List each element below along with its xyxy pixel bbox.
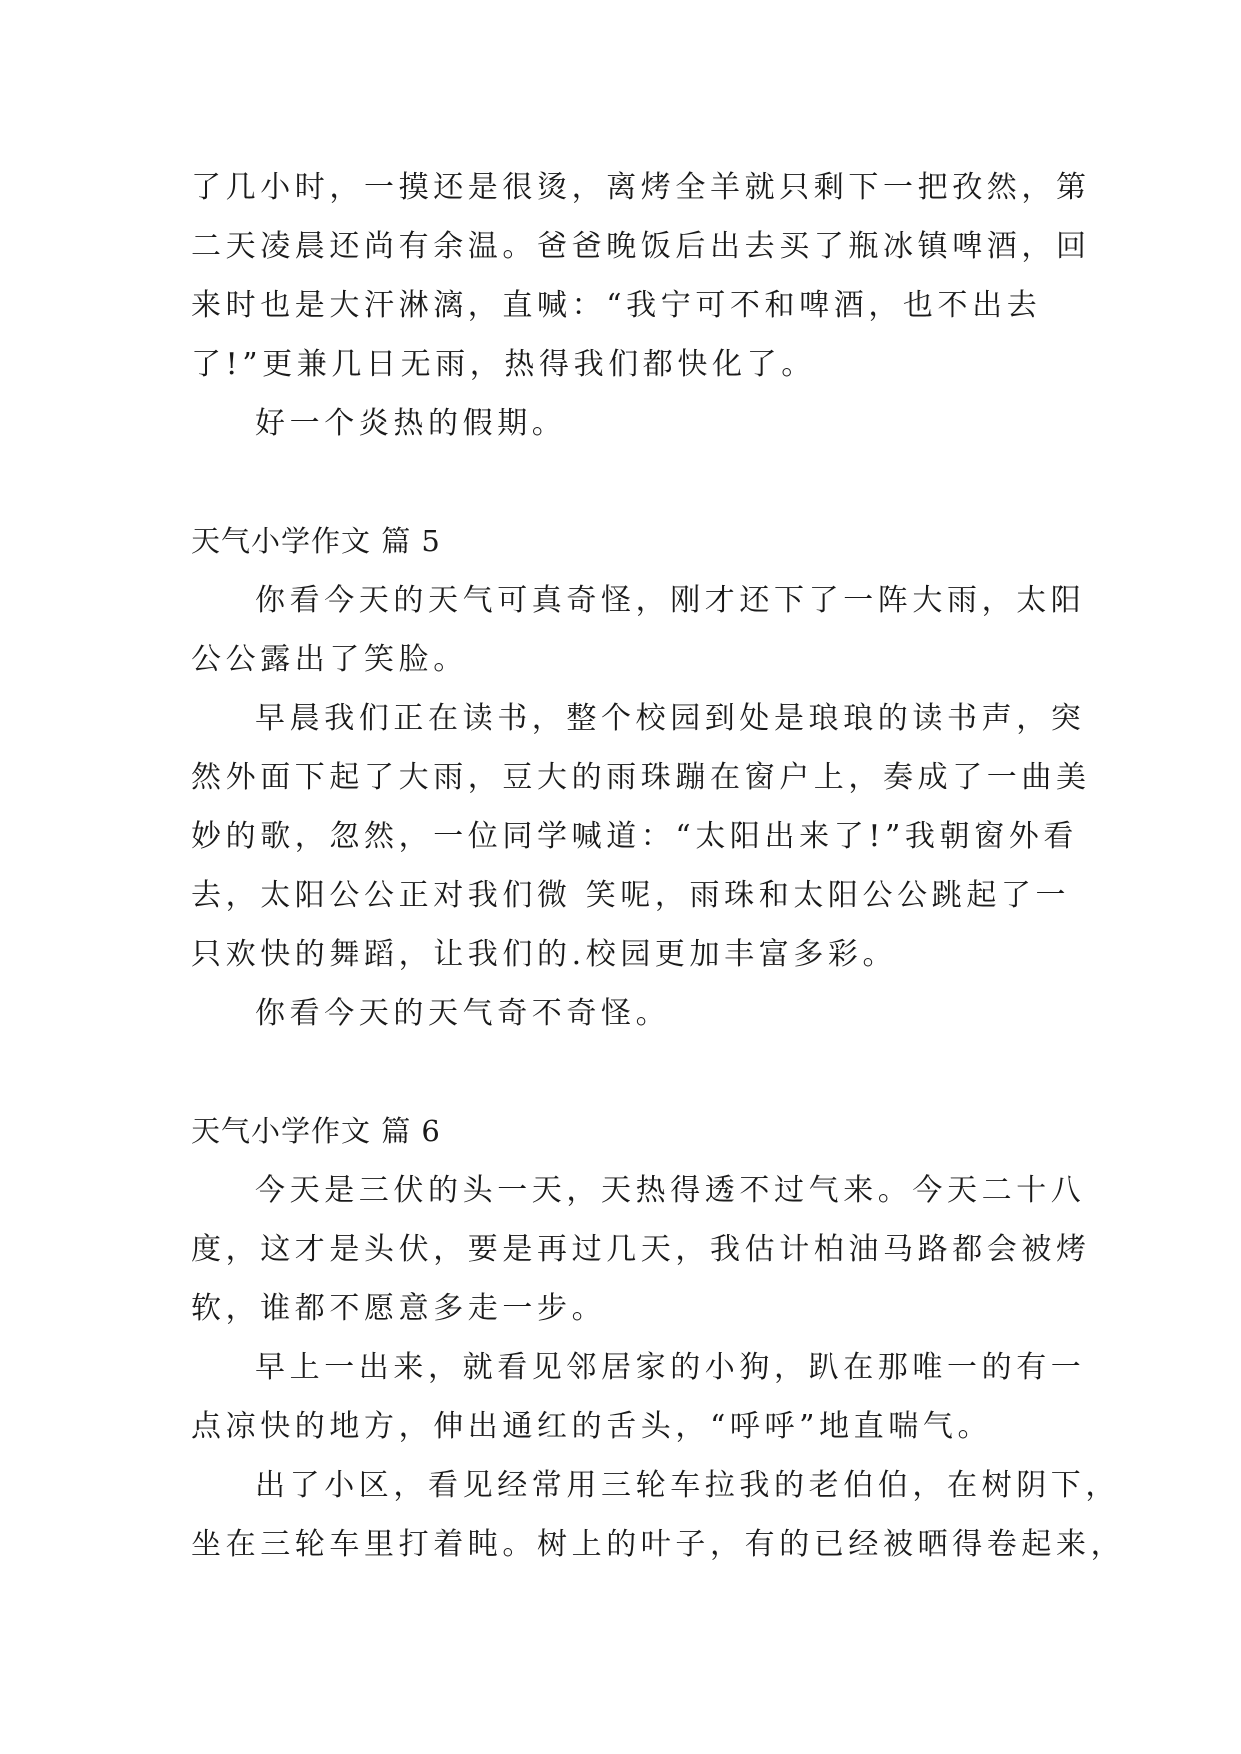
text-line: 软，谁都不愿意多走一步。 xyxy=(191,1291,607,1326)
paragraph xyxy=(191,984,1051,1043)
text-line: 点凉快的地方，伸出通红的舌头，“呼呼”地直喘气。 xyxy=(191,1409,993,1444)
text-line: 来时也是大汗淋漓，直喊：“我宁可不和啤酒，也不出去 xyxy=(191,288,1042,323)
paragraph xyxy=(191,394,1051,453)
section-essay-5 xyxy=(191,512,1091,1043)
section-gap xyxy=(191,453,1051,512)
document-page xyxy=(191,158,1126,1574)
text-line: 你看今天的天气奇不奇怪。 xyxy=(255,996,671,1031)
paragraph xyxy=(191,1338,1086,1456)
paragraph xyxy=(191,689,1091,984)
text-line: 坐在三轮车里打着盹。树上的叶子，有的已经被晒得卷起来， xyxy=(191,1527,1126,1562)
text-line: 出了小区，看见经常用三轮车拉我的老伯伯，在树阴下， xyxy=(255,1468,1120,1503)
paragraph xyxy=(191,1456,1126,1574)
text-line: 公公露出了笑脸。 xyxy=(191,642,468,677)
text-line: 然外面下起了大雨，豆大的雨珠蹦在窗户上，奏成了一曲美 xyxy=(191,760,1091,795)
paragraph xyxy=(191,571,1086,689)
text-line: 了!”更兼几日无雨，热得我们都快化了。 xyxy=(191,347,816,382)
text-line: 度，这才是头伏，要是再过几天，我估计柏油马路都会被烤 xyxy=(191,1232,1091,1267)
text-line: 去，太阳公公正对我们微 笑呢，雨珠和太阳公公跳起了一 xyxy=(191,878,1071,913)
text-line: 了几小时，一摸还是很烫，离烤全羊就只剩下一把孜然，第 xyxy=(191,170,1091,205)
section-gap xyxy=(191,1043,1051,1102)
section-essay-6 xyxy=(191,1102,1126,1574)
text-line: 早上一出来，就看见邻居家的小狗，趴在那唯一的有一 xyxy=(255,1350,1086,1385)
text-line: 妙的歌，忽然，一位同学喊道：“太阳出来了!”我朝窗外看 xyxy=(191,819,1078,854)
section-continuation xyxy=(191,158,1091,453)
paragraph xyxy=(191,158,1091,394)
text-line: 好一个炎热的假期。 xyxy=(255,406,567,441)
text-line: 只欢快的舞蹈，让我们的.校园更加丰富多彩。 xyxy=(191,937,898,972)
section-heading: 天气小学作文 篇 6 xyxy=(191,1114,441,1148)
text-line: 二天凌晨还尚有余温。爸爸晚饭后出去买了瓶冰镇啤酒，回 xyxy=(191,229,1091,264)
text-line: 你看今天的天气可真奇怪，刚才还下了一阵大雨，太阳 xyxy=(255,583,1086,618)
text-line: 今天是三伏的头一天，天热得透不过气来。今天二十八 xyxy=(255,1173,1086,1208)
paragraph xyxy=(191,1161,1091,1338)
text-line: 早晨我们正在读书，整个校园到处是琅琅的读书声，突 xyxy=(255,701,1086,736)
section-heading: 天气小学作文 篇 5 xyxy=(191,524,441,558)
